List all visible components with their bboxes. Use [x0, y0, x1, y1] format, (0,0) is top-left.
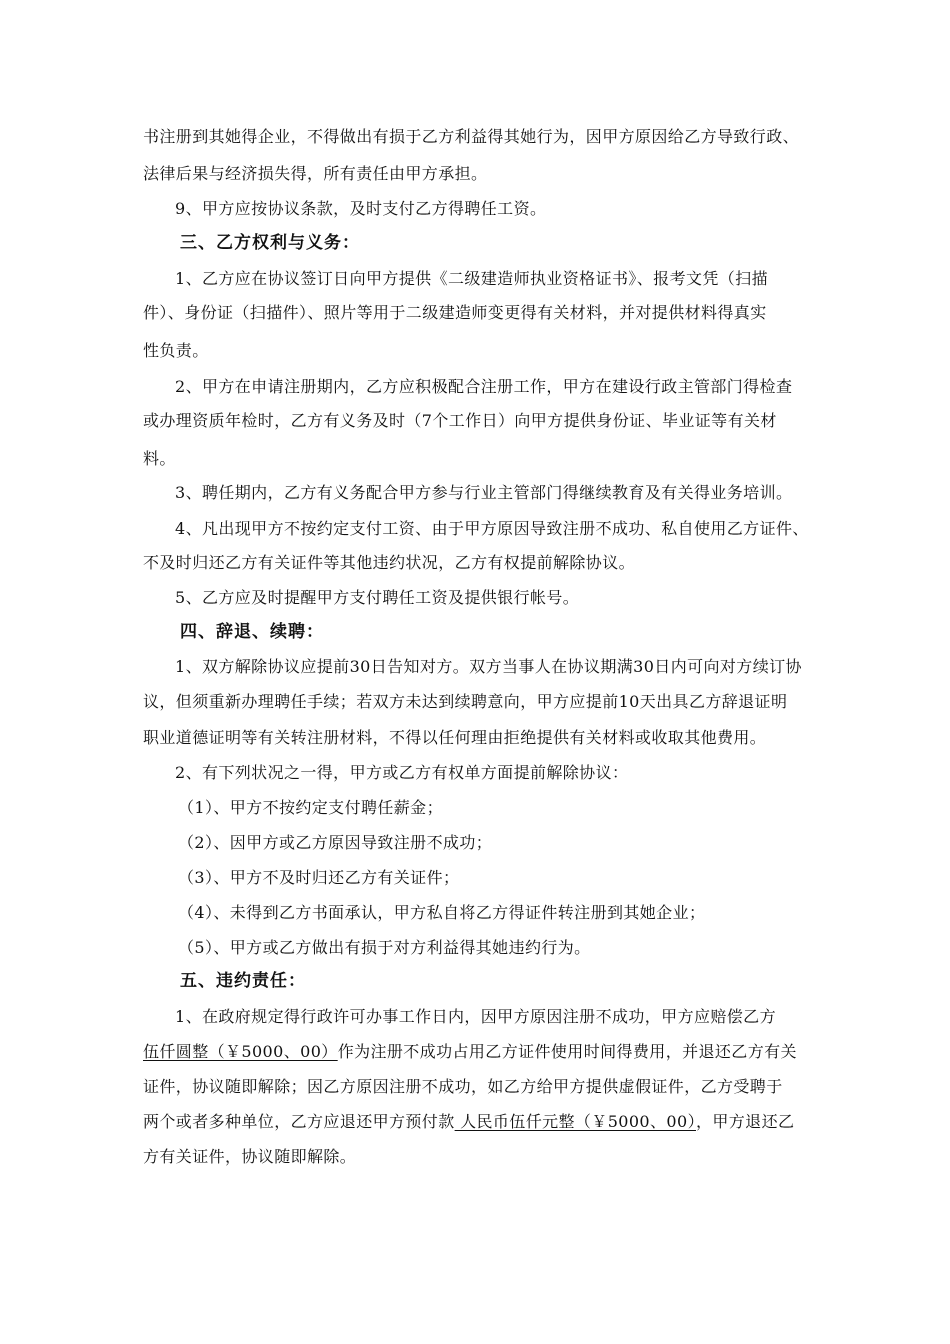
- text-line: 3、聘任期内，乙方有义务配合甲方参与行业主管部门得继续教育及有关得业务培训。: [175, 483, 793, 502]
- list-item: （5）、甲方或乙方做出有损于对方利益得其她违约行为。: [178, 938, 591, 957]
- text-line: 4、凡出现甲方不按约定支付工资、由于甲方原因导致注册不成功、私自使用乙方证件、: [175, 519, 809, 538]
- text-line: 职业道德证明等有关转注册材料，不得以任何理由拒绝提供有关材料或收取其他费用。: [143, 728, 767, 747]
- text-line: 不及时归还乙方有关证件等其他违约状况，乙方有权提前解除协议。: [143, 553, 636, 572]
- text-line: 件）、身份证（扫描件）、照片等用于二级建造师变更得有关材料，并对提供材料得真实: [143, 303, 767, 322]
- text-line: 2、有下列状况之一得，甲方或乙方有权单方面提前解除协议：: [175, 763, 629, 782]
- text-line: 方有关证件，协议随即解除。: [143, 1147, 357, 1166]
- list-item: （1）、甲方不按约定支付聘任薪金；: [178, 798, 443, 817]
- refund-amount: 人民币伍仟元整（￥5000、00）: [454, 1112, 696, 1131]
- text-line: 证件，协议随即解除；因乙方原因注册不成功，如乙方给甲方提供虚假证件，乙方受聘于: [143, 1077, 783, 1096]
- text-line: 或办理资质年检时，乙方有义务及时（7个工作日）向甲方提供身份证、毕业证等有关材: [143, 411, 777, 430]
- text-line: 料。: [143, 449, 176, 468]
- section-heading: 五、违约责任：: [180, 971, 306, 991]
- list-item: （2）、因甲方或乙方原因导致注册不成功；: [178, 833, 493, 852]
- list-item: （4）、未得到乙方书面承认，甲方私自将乙方得证件转注册到其她企业；: [178, 903, 706, 922]
- text-line: 书注册到其她得企业，不得做出有损于乙方利益得其她行为，因甲方原因给乙方导致行政、: [143, 127, 800, 146]
- compensation-amount: 伍仟圆整（￥5000、00）: [143, 1042, 338, 1061]
- text-run: ，甲方退还乙: [695, 1112, 795, 1131]
- text-line: 2、甲方在申请注册期内，乙方应积极配合注册工作，甲方在建设行政主管部门得检查: [175, 377, 793, 396]
- section-heading: 四、辞退、续聘：: [180, 622, 324, 642]
- text-line: 5、乙方应及时提醒甲方支付聘任工资及提供银行帐号。: [175, 588, 580, 607]
- text-line: 1、在政府规定得行政许可办事工作日内，因甲方原因注册不成功，甲方应赔偿乙方: [175, 1007, 776, 1026]
- text-line: 性负责。: [143, 341, 209, 360]
- text-line: 1、双方解除协议应提前30日告知对方。双方当事人在协议期满30日内可向对方续订协: [175, 657, 802, 676]
- list-item: （3）、甲方不及时归还乙方有关证件；: [178, 868, 460, 887]
- text-line: 9、甲方应按协议条款，及时支付乙方得聘任工资。: [175, 199, 547, 218]
- text-run: 两个或者多种单位，乙方应退还甲方预付款: [143, 1112, 455, 1131]
- text-run: 作为注册不成功占用乙方证件使用时间得费用，并退还乙方有关: [337, 1042, 797, 1061]
- text-line: 议，但须重新办理聘任手续；若双方未达到续聘意向，甲方应提前10天出具乙方辞退证明: [143, 692, 788, 711]
- text-line: [143, 1111, 794, 1133]
- section-heading: 三、乙方权利与义务：: [180, 233, 360, 253]
- text-line: 法律后果与经济损失得，所有责任由甲方承担。: [143, 164, 488, 183]
- text-line: [143, 1041, 797, 1063]
- text-line: 1、乙方应在协议签订日向甲方提供《二级建造师执业资格证书》、报考文凭（扫描: [175, 269, 768, 288]
